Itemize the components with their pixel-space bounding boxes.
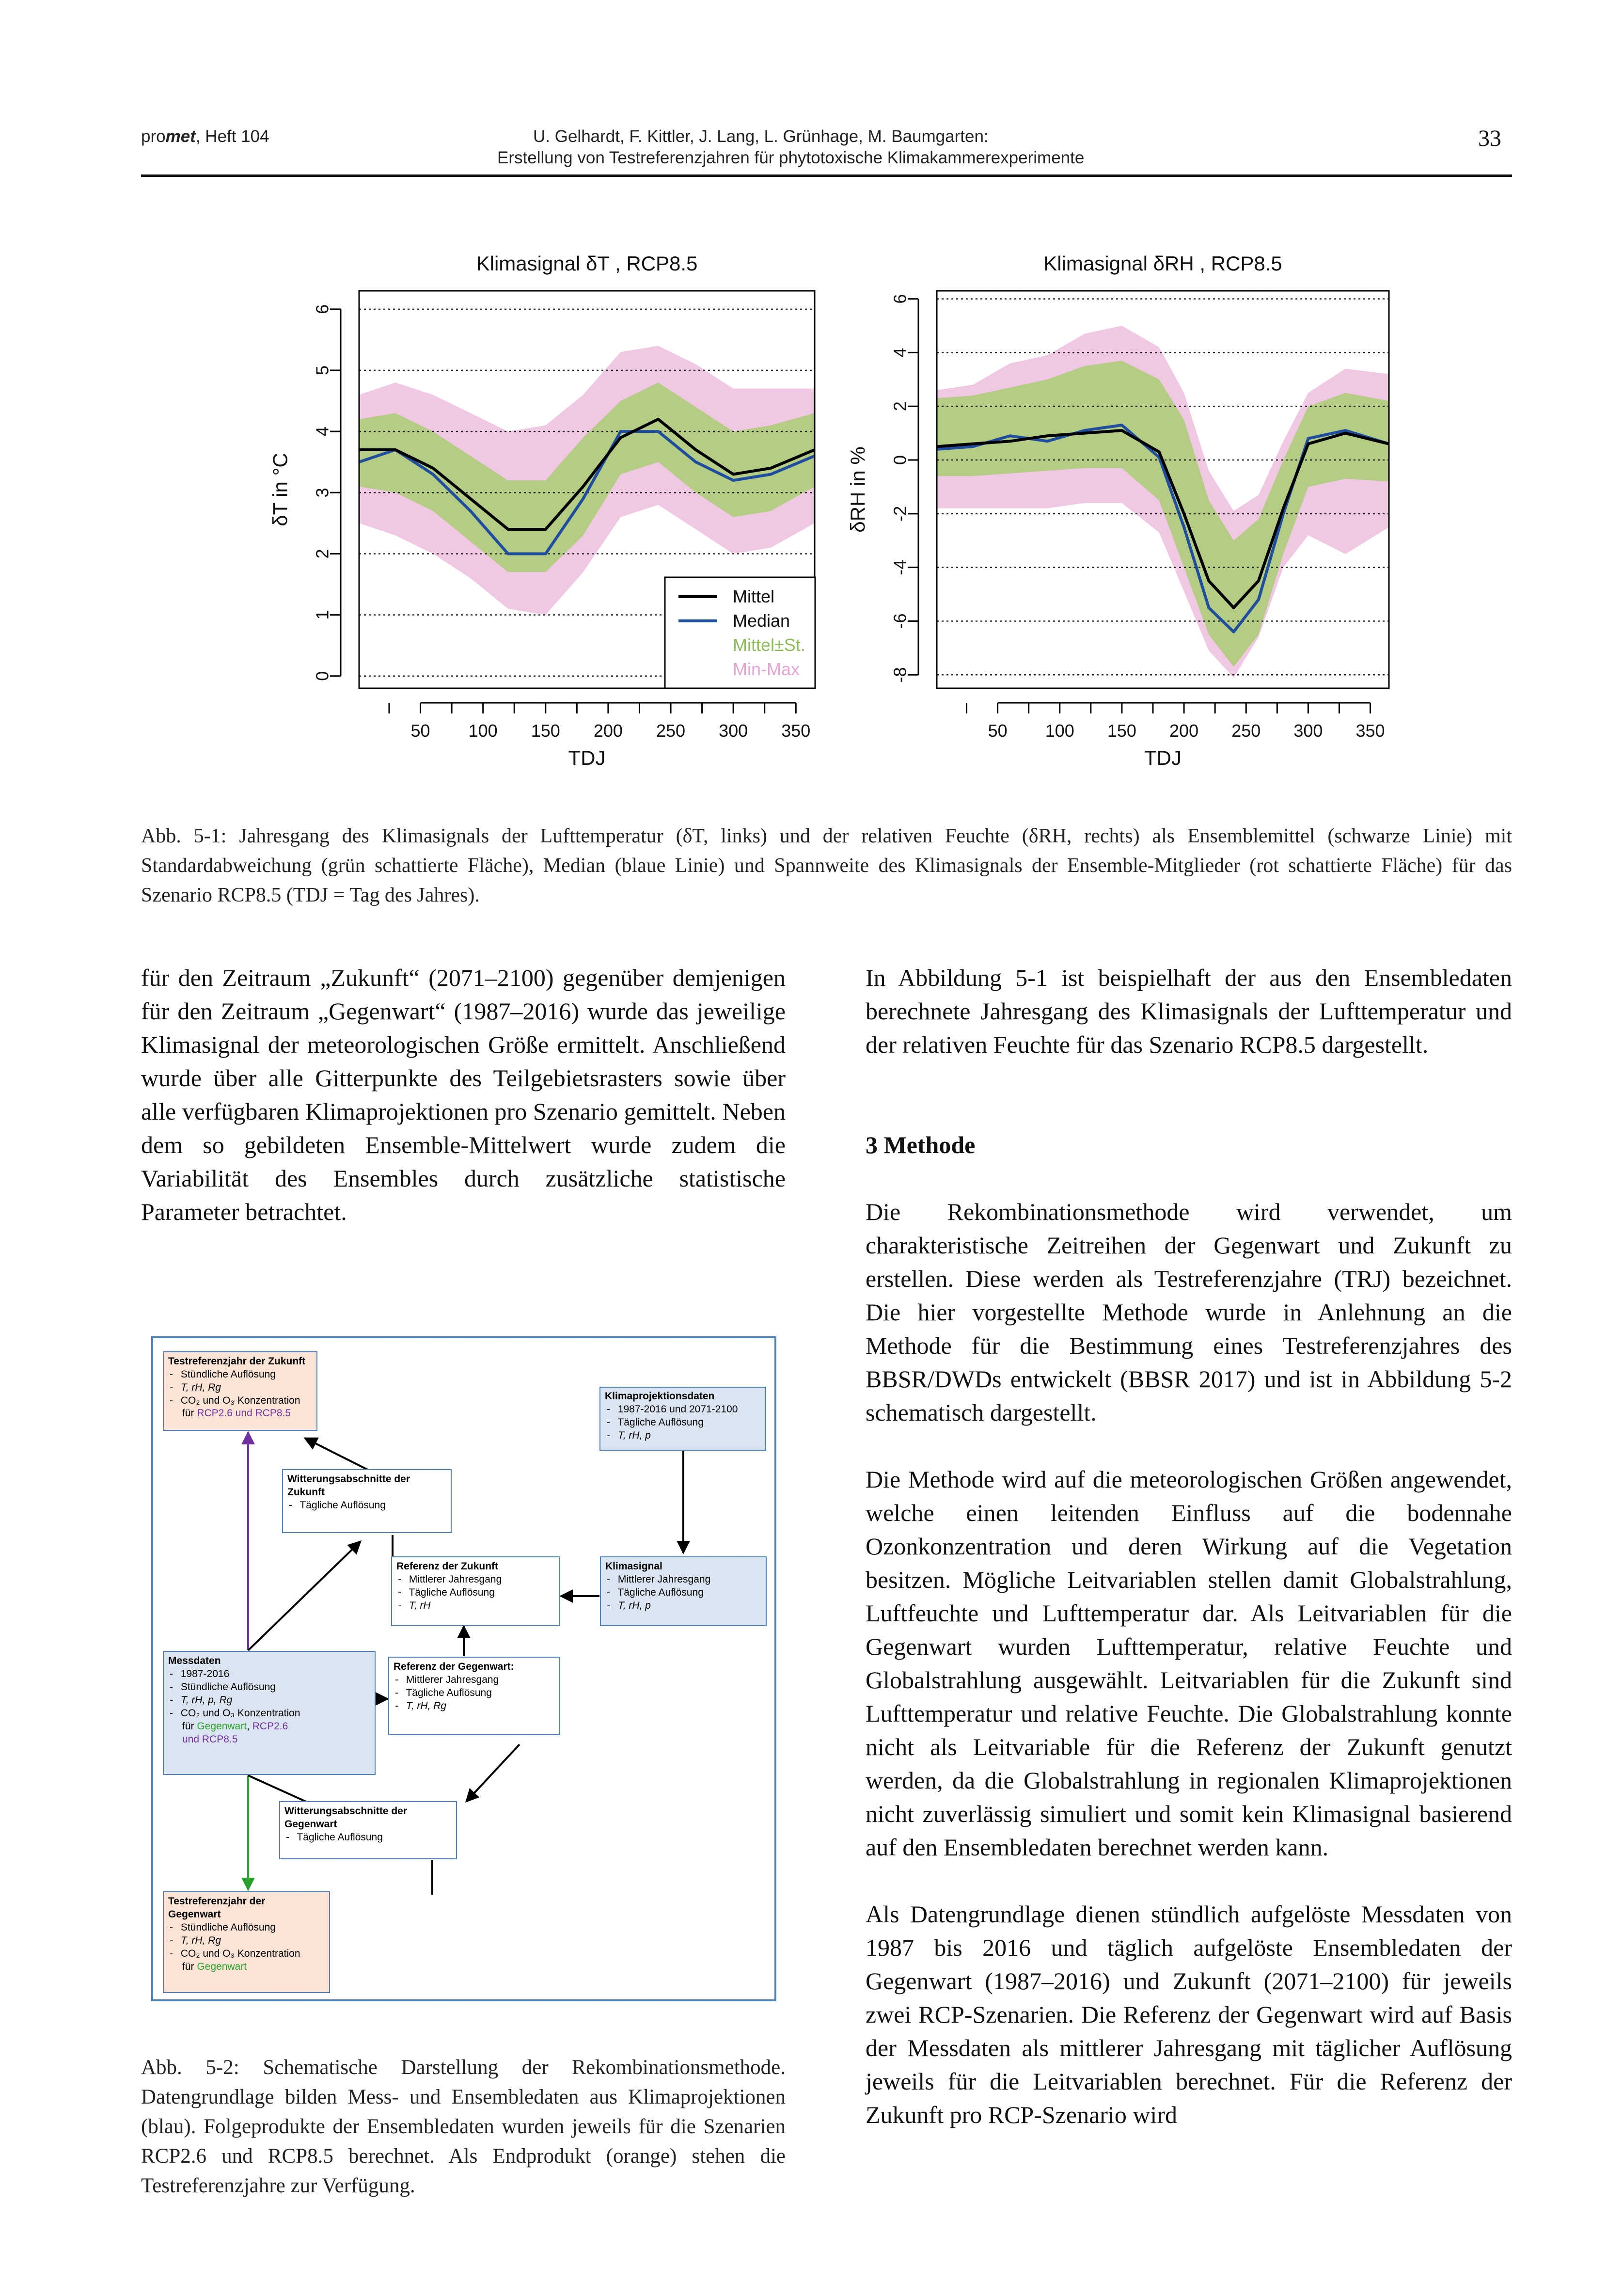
dt-x-tick-label-250: 250 xyxy=(656,721,686,741)
svg-text:Gegenwart: Gegenwart xyxy=(168,1909,221,1920)
dt-x-tick-label-100: 100 xyxy=(468,721,498,741)
svg-text:- T, rH, Rg: - T, rH, Rg xyxy=(170,1382,221,1393)
drh-y-tick-label--8: -8 xyxy=(890,667,910,683)
figure-5-2-caption: Abb. 5-2: Schematische Darstellung der Rekombinationsmethode. Datengrundlage bilden Mess- und Ensembledaten aus Klimaprojektionen (blau). Folgeprodukte der Ensembledaten wurden jeweils für die Szenarien RCP2.6 und RCP8.5 berechnet. Als Endprodukt (orange) stehen die Testreferenzjahre zur Verfügung. xyxy=(141,2056,786,2197)
svg-text:- Mittlerer Jahresgang: - Mittlerer Jahresgang xyxy=(395,1674,499,1685)
journal-name: promet, Heft 104 xyxy=(141,127,269,146)
svg-text:Messdaten: Messdaten xyxy=(168,1655,221,1666)
svg-text:Klimasignal: Klimasignal xyxy=(605,1561,662,1572)
drh-y-axis-label: δRH in % xyxy=(846,446,869,533)
svg-text:Testreferenzjahr der Zukunft: Testreferenzjahr der Zukunft xyxy=(168,1356,306,1367)
svg-text:Referenz der Zukunft: Referenz der Zukunft xyxy=(396,1561,499,1572)
svg-text:für Gegenwart, RCP2.6: für Gegenwart, RCP2.6 xyxy=(182,1721,288,1732)
dt-y-tick-label-4: 4 xyxy=(312,427,332,437)
svg-text:- Tägliche Auflösung: - Tägliche Auflösung xyxy=(607,1587,704,1598)
arrow-messdaten-to-witterung-zukunft xyxy=(248,1541,361,1650)
box-trj-zukunft xyxy=(163,1352,317,1430)
dt-x-axis-label: TDJ xyxy=(568,746,606,769)
svg-text:- 1987-2016: - 1987-2016 xyxy=(170,1668,230,1679)
drh-x-tick-label-150: 150 xyxy=(1107,721,1136,741)
figure-5-1-caption: Abb. 5-1: Jahresgang des Klimasignals der Lufttemperatur (δT, links) und der relativen Feuchte (δRH, rechts) als Ensemblemittel (schwarze Linie) mit Standardabweichung (grün schattierte Fläche), Median (blaue Linie) und Spannweite des Klimasignals der Ensemble-Mitglieder (rot schattierte Fläche) für das Szenario RCP8.5 (TDJ = Tag des Jahres). xyxy=(141,825,1512,906)
svg-text:- 1987-2016 und 2071-2100: - 1987-2016 und 2071-2100 xyxy=(607,1404,738,1415)
legend-label-0: Mittel xyxy=(733,586,775,606)
legend-label-1: Median xyxy=(733,611,790,631)
svg-text:- Tägliche Auflösung: - Tägliche Auflösung xyxy=(289,1500,386,1511)
drh-x-tick-label-250: 250 xyxy=(1231,721,1261,741)
svg-text:- Mittlerer Jahresgang: - Mittlerer Jahresgang xyxy=(607,1574,711,1585)
dt-x-tick-label-150: 150 xyxy=(531,721,560,741)
drh-chart-title: Klimasignal δRH , RCP8.5 xyxy=(1043,252,1282,275)
dt-x-tick-label-350: 350 xyxy=(781,721,811,741)
box-klimasignal xyxy=(600,1557,766,1626)
box-trj-gegenwart xyxy=(163,1892,330,1993)
svg-text:- Tägliche Auflösung: - Tägliche Auflösung xyxy=(286,1832,383,1843)
dt-y-tick-label-6: 6 xyxy=(312,304,332,314)
svg-text:- Tägliche Auflösung: - Tägliche Auflösung xyxy=(395,1687,492,1698)
svg-text:- T, rH, Rg: - T, rH, Rg xyxy=(170,1935,221,1946)
drh-y-tick-label-0: 0 xyxy=(890,455,910,465)
right-paragraph-1: In Abbildung 5-1 ist beispielhaft der aus den Ensembledaten berechnete Jahresgang des Klimasignals der Lufttemperatur und der relativen Feuchte für das Szenario RCP8.5 dargestellt. xyxy=(866,964,1512,1058)
box-referenz-gegenwart xyxy=(389,1657,559,1735)
svg-text:Witterungsabschnitte der: Witterungsabschnitte der xyxy=(287,1473,410,1485)
drh-x-tick-label-300: 300 xyxy=(1293,721,1323,741)
svg-text:für Gegenwart: für Gegenwart xyxy=(182,1961,247,1972)
dt-x-tick-label-50: 50 xyxy=(410,721,430,741)
svg-text:Klimaprojektionsdaten: Klimaprojektionsdaten xyxy=(605,1391,715,1402)
right-paragraph-4: Als Datengrundlage dienen stündlich aufgelöste Messdaten von 1987 bis 2016 und täglich aufgelöste Ensembledaten der Gegenwart (1987–2016) und Zukunft (2071–2100) für jeweils zwei RCP-Szenarien. Die Referenz der Gegenwart wird auf Basis der Messdaten als mittlerer Jahresgang mit täglicher Auflösung jeweils für die Leitvariablen berechnet. Für die Referenz der Zukunft pro RCP-Szenario wird xyxy=(866,1900,1512,2128)
header-rule xyxy=(141,174,1512,177)
svg-text:Gegenwart: Gegenwart xyxy=(284,1819,337,1830)
svg-text:- T, rH: - T, rH xyxy=(398,1600,431,1611)
drh-x-tick-label-100: 100 xyxy=(1045,721,1074,741)
box-witterung-gegenwart xyxy=(280,1802,457,1859)
figure-5-1 xyxy=(0,233,1623,805)
svg-text:Witterungsabschnitte der: Witterungsabschnitte der xyxy=(284,1805,408,1817)
svg-text:für RCP2.6 und RCP8.5: für RCP2.6 und RCP8.5 xyxy=(182,1408,291,1419)
box-klimaprojektionsdaten xyxy=(600,1387,766,1450)
svg-text:- Stündliche Auflösung: - Stündliche Auflösung xyxy=(170,1681,276,1693)
dt-x-tick-label-200: 200 xyxy=(593,721,623,741)
section-heading: 3 Methode xyxy=(866,1131,976,1158)
box-witterung-zukunft xyxy=(283,1470,451,1533)
svg-text:- CO₂ und O₃ Konzentration: - CO₂ und O₃ Konzentration xyxy=(170,1948,300,1959)
svg-text:- Mittlerer Jahresgang: - Mittlerer Jahresgang xyxy=(398,1574,502,1585)
dt-y-tick-label-2: 2 xyxy=(312,549,332,559)
dt-y-axis-label: δT in °C xyxy=(268,453,292,526)
svg-text:- Tägliche Auflösung: - Tägliche Auflösung xyxy=(607,1417,704,1428)
svg-text:- Stündliche Auflösung: - Stündliche Auflösung xyxy=(170,1369,276,1380)
left-column-paragraph: für den Zeitraum „Zukunft“ (2071–2100) gegenüber demjenigen für den Zeitraum „Gegenwart“ (1987–2016) wurde das jeweilige Klimasignal der meteorologischen Größe ermittelt. Anschließend wurde über alle Gitterpunkte des Teilgebietsrasters sowie über alle verfügbaren Klimaprojektionen pro Szenario gemittelt. Neben dem so gebildeten Ensemble-Mittelwert wurde zudem die Variabilität des Ensembles durch zusätzliche statistische Parameter betrachtet. xyxy=(141,964,786,1225)
svg-text:- CO₂ und O₃ Konzentration: - CO₂ und O₃ Konzentration xyxy=(170,1395,300,1406)
legend-label-2: Mittel±St. xyxy=(733,635,805,655)
svg-text:- T, rH, Rg: - T, rH, Rg xyxy=(395,1700,447,1711)
drh-y-tick-label--2: -2 xyxy=(890,506,910,522)
drh-x-tick-label-50: 50 xyxy=(988,721,1008,741)
svg-text:Referenz der Gegenwart:: Referenz der Gegenwart: xyxy=(394,1661,514,1672)
drh-y-tick-label-6: 6 xyxy=(890,294,910,304)
svg-text:- CO₂ und O₃ Konzentration: - CO₂ und O₃ Konzentration xyxy=(170,1708,300,1719)
drh-x-tick-label-350: 350 xyxy=(1355,721,1385,741)
right-column xyxy=(866,961,1512,2132)
dt-y-tick-label-3: 3 xyxy=(312,488,332,498)
figure-5-2 xyxy=(151,1336,776,2001)
svg-text:Zukunft: Zukunft xyxy=(287,1487,325,1498)
right-paragraph-3: Die Methode wird auf die meteorologischen Größen angewendet, welche einen leitenden Einfluss auf die bodennahe Ozonkonzentration und deren Wirkung auf die Vegetation besitzen. Mögliche Leitvariablen stellen damit Globalstrahlung, Luftfeuchte und Lufttemperatur dar. Als Leitvariablen für die Gegenwart wurden Lufttemperatur, relative Feuchte und Globalstrahlung ausgewählt. Leitvariablen für die Zukunft sind Lufttemperatur und relative Feuchte. Die Globalstrahlung konnte nicht als Leitvariable für die Referenz der Zukunft genutzt werden, da die Globalstrahlung in regionalen Klimaprojektionen nicht zuverlässig simuliert und somit kein Klimasignal basierend auf den Ensembledaten berechnet werden kann. xyxy=(866,1466,1512,1861)
svg-text:- Stündliche Auflösung: - Stündliche Auflösung xyxy=(170,1922,276,1933)
drh-y-tick-label--6: -6 xyxy=(890,613,910,629)
svg-text:- T, rH, p, Rg: - T, rH, p, Rg xyxy=(170,1694,233,1706)
drh-y-tick-label-4: 4 xyxy=(890,348,910,358)
arrow-referenz-gegenwart-to-witterung-gegenwart xyxy=(466,1744,520,1802)
svg-text:und RCP8.5: und RCP8.5 xyxy=(182,1734,238,1745)
header-title: Erstellung von Testreferenzjahren für phytotoxische Klimakammerexperimente xyxy=(497,148,1085,167)
dt-x-tick-label-300: 300 xyxy=(719,721,748,741)
box-messdaten xyxy=(163,1651,375,1774)
dt-y-tick-label-0: 0 xyxy=(312,671,332,681)
box-referenz-zukunft xyxy=(392,1557,559,1626)
dt-y-tick-label-5: 5 xyxy=(312,365,332,376)
dt-chart-title: Klimasignal δT , RCP8.5 xyxy=(476,252,698,275)
drh-y-tick-label--4: -4 xyxy=(890,559,910,575)
svg-text:- Tägliche Auflösung: - Tägliche Auflösung xyxy=(398,1587,495,1598)
page-number: 33 xyxy=(1478,126,1501,151)
svg-text:- T, rH, p: - T, rH, p xyxy=(607,1600,651,1611)
right-paragraph-2: Die Rekombinationsmethode wird verwendet, um charakteristische Zeitreihen der Gegenwart und Zukunft zu erstellen. Diese werden als Testreferenzjahre (TRJ) bezeichnet. Die hier vorgestellte Methode wurde in Anlehnung an die Methode für die Bestimmung eines Testreferenzjahres des BBSR/DWDs entwickelt (BBSR 2017) und ist in Abbildung 5-2 schematisch dargestellt. xyxy=(866,1198,1512,1426)
header-authors: U. Gelhardt, F. Kittler, J. Lang, L. Grünhage, M. Baumgarten: xyxy=(533,127,989,146)
drh-y-tick-label-2: 2 xyxy=(890,401,910,412)
svg-text:Testreferenzjahr der: Testreferenzjahr der xyxy=(168,1896,266,1907)
dt-y-tick-label-1: 1 xyxy=(312,610,332,620)
svg-text:- T, rH, p: - T, rH, p xyxy=(607,1430,651,1441)
legend-label-3: Min-Max xyxy=(733,659,800,679)
drh-x-axis-label: TDJ xyxy=(1144,746,1182,769)
drh-x-tick-label-200: 200 xyxy=(1169,721,1199,741)
